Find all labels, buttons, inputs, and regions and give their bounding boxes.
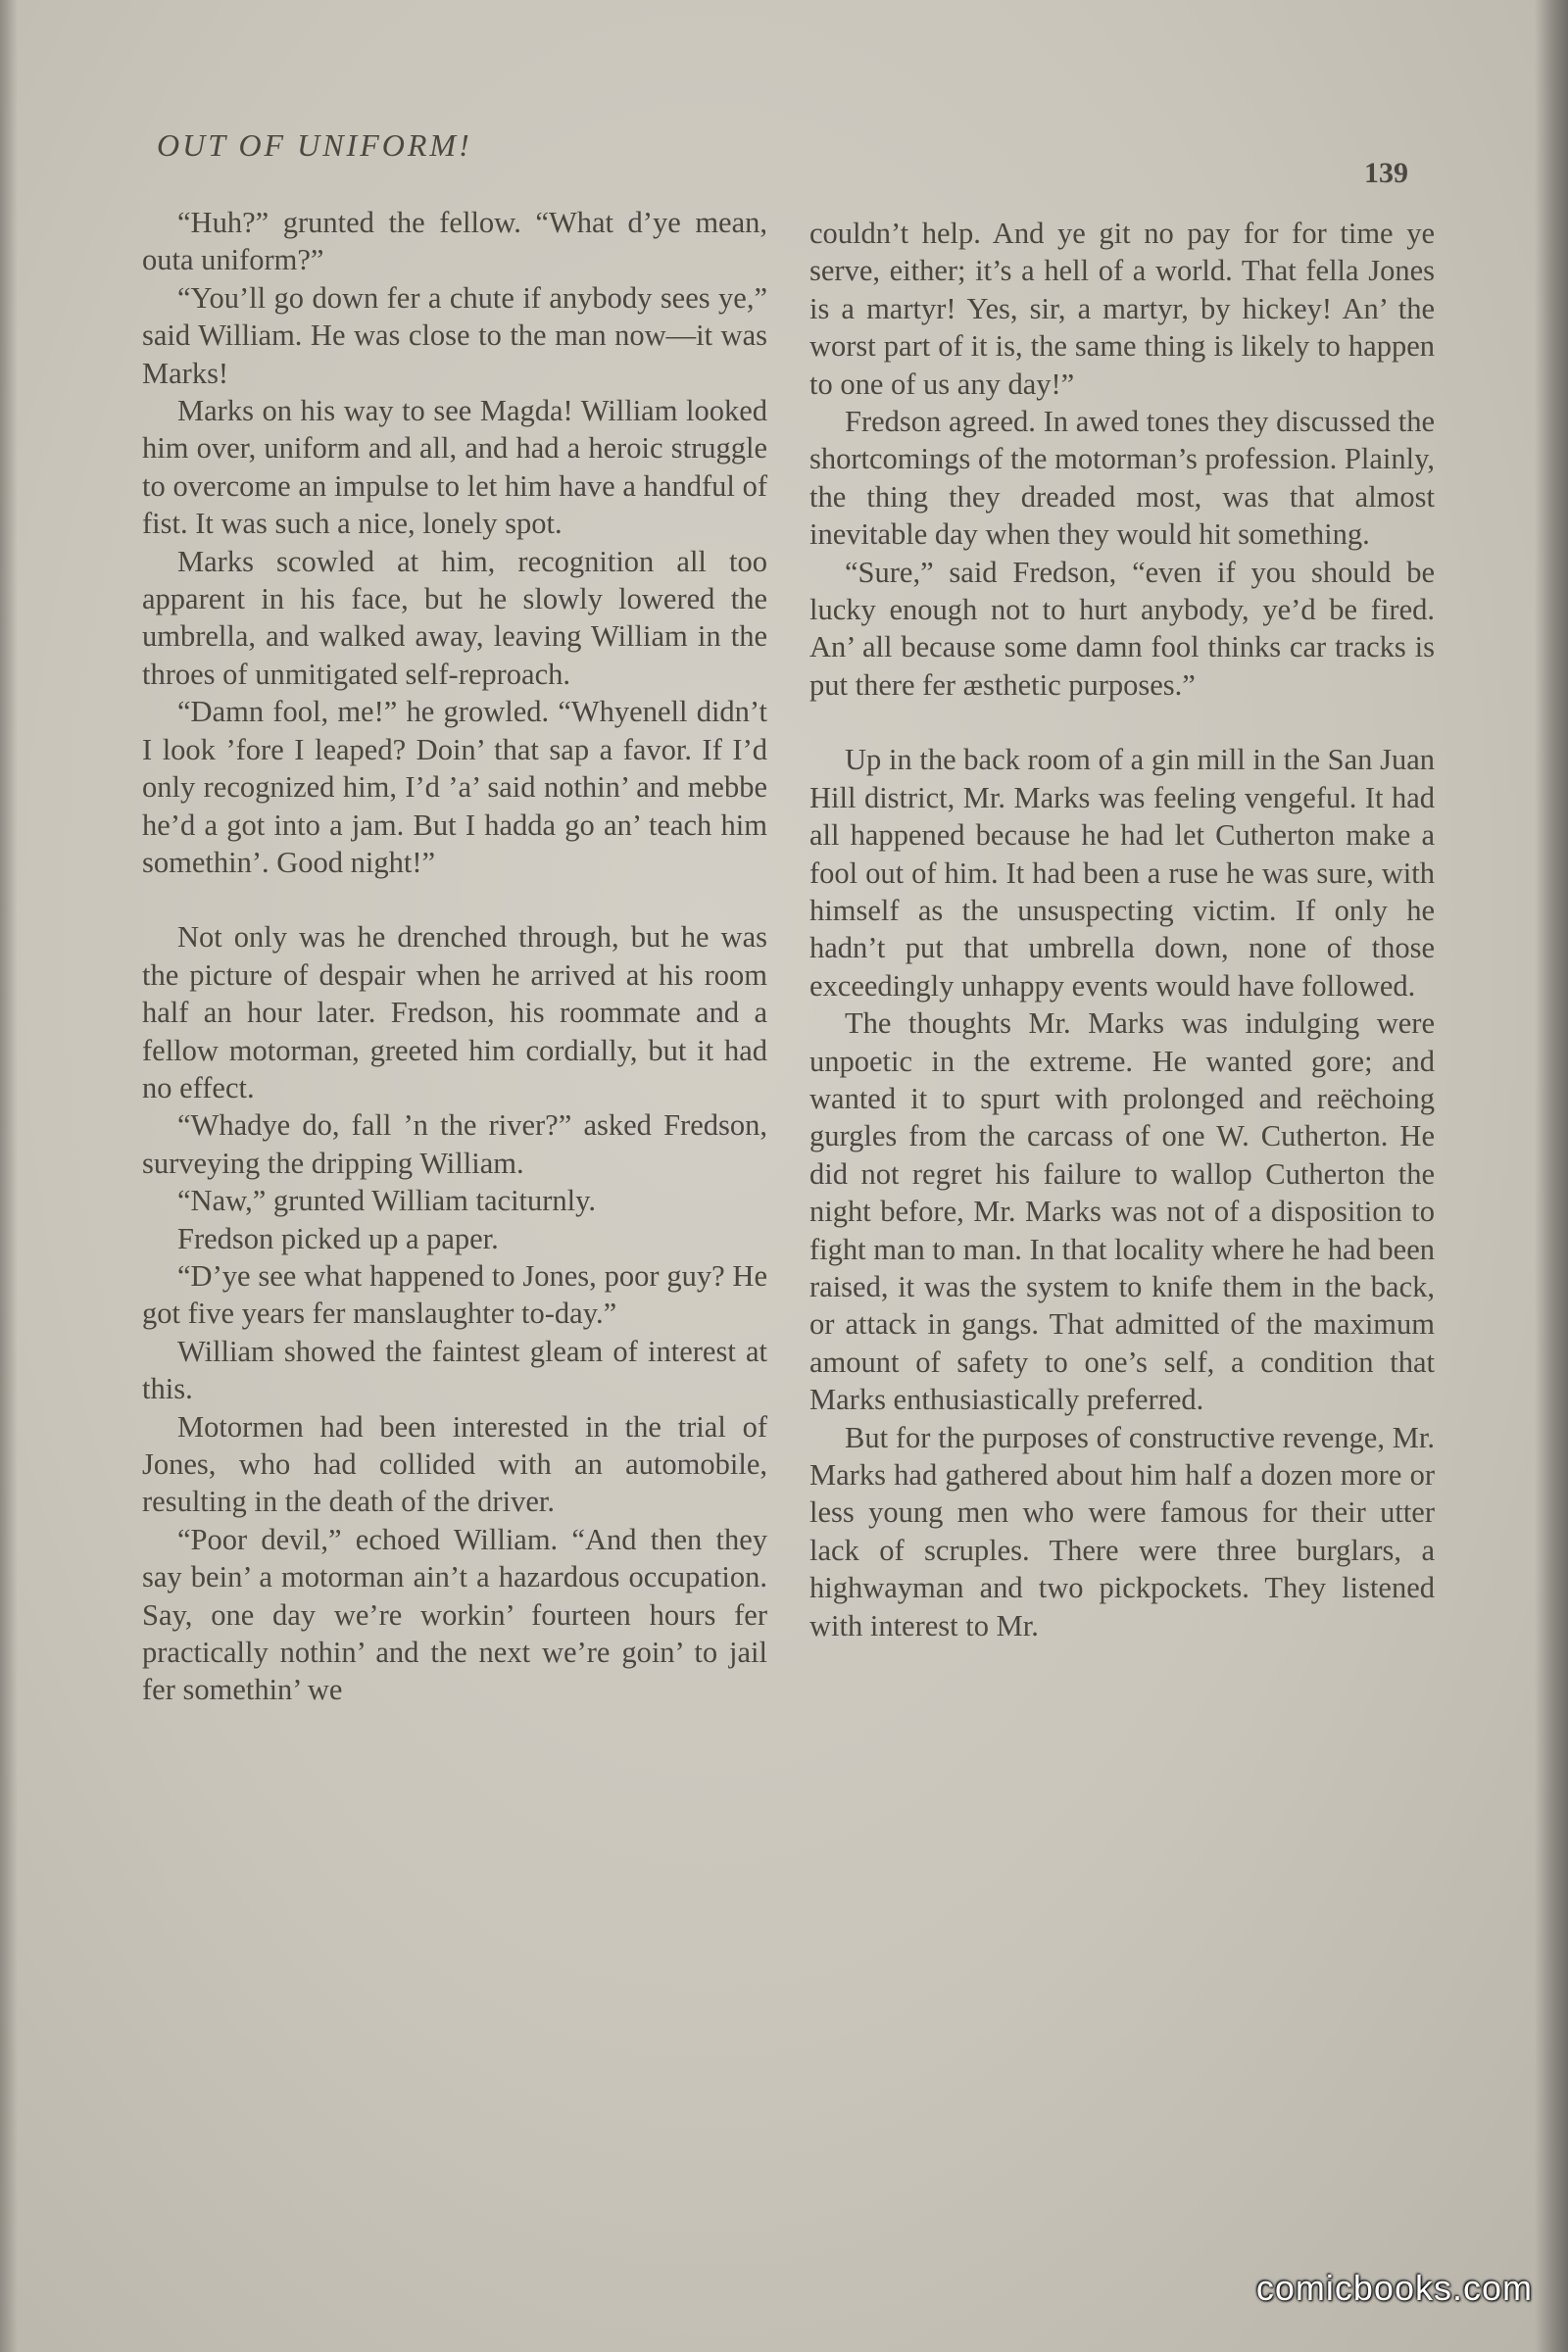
site-watermark: comicbooks.com [1255, 2268, 1533, 2308]
paragraph: Fredson picked up a paper. [177, 1221, 499, 1255]
paragraph: Marks scowled at him, recognition all too apparent in his face, but he slowly lowered the umbrella, and walked away, leaving William in the throes of unmitigated self-reproach. [142, 544, 767, 691]
paragraph: Fredson agreed. In awed tones they discussed the shortcomings of the motorman’s profession. Plainly, the thing they dreaded most, was that almost inevitable day when they would hit something. [809, 405, 1435, 552]
page-gutter-shadow [0, 0, 18, 2352]
paragraph: “Damn fool, me!” he growled. “Whyenell didn’t I look ’fore I leaped? Doin’ that sap a favor. If I’d only recognized him, I’d ’a’ said nothin’ and mebbe he’d a got into a jam. But I hadda go an’ teach him somethin’. Good night!” [142, 695, 767, 879]
paragraph: Marks on his way to see Magda! William looked him over, uniform and all, and had a heroic struggle to overcome an impulse to let him have a handful of fist. It was such a nice, lonely spot. [142, 394, 767, 541]
text-column-left [142, 204, 767, 1709]
text-column-right [809, 215, 1435, 1644]
paragraph: Motormen had been interested in the trial of Jones, who had collided with an automobile, resulting in the death of the driver. [142, 1409, 767, 1519]
paragraph: couldn’t help. And ye git no pay for for time ye serve, either; it’s a hell of a world. That fella Jones is a martyr! Yes, sir, a martyr, by hickey! An’ the worst part of it is, the same thing is likely to happen to one of us any day!” [809, 217, 1435, 401]
page-number: 139 [1364, 157, 1408, 189]
running-header-title: OUT OF UNIFORM! [157, 127, 472, 163]
paragraph: “Whadye do, fall ’n the river?” asked Fredson, surveying the dripping William. [142, 1108, 767, 1180]
paragraph: “You’ll go down fer a chute if anybody sees ye,” said William. He was close to the man now—it was Marks! [142, 280, 767, 390]
paragraph: Up in the back room of a gin mill in the San Juan Hill district, Mr. Marks was feeling vengeful. It had all happened because he had let Cutherton make a fool out of him. It had been a ruse he was sure, with himself as the unsuspecting victim. If only he hadn’t put that umbrella down, none of those exceedingly unhappy events would have followed. [809, 743, 1435, 1003]
paragraph: “D’ye see what happened to Jones, poor guy? He got five years fer manslaughter to-day.” [142, 1258, 767, 1331]
paragraph: “Naw,” grunted William taciturnly. [177, 1184, 597, 1218]
paragraph: William showed the faintest gleam of interest at this. [142, 1334, 767, 1406]
paragraph: “Sure,” said Fredson, “even if you should be lucky enough not to hurt anybody, ye’d be fired. An’ all because some damn fool thinks car tracks is put there fer æsthetic purposes.” [809, 555, 1435, 702]
paragraph: The thoughts Mr. Marks was indulging were unpoetic in the extreme. He wanted gore; and wanted it to spurt with prolonged and reëchoing gurgles from the carcass of one W. Cutherton. He did not regret his failure to wallop Cutherton the night before, Mr. Marks was not of a disposition to fight man to man. In that locality where he had been raised, it was the system to knife them in the back, or attack in gangs. That admitted of the maximum amount of safety to one’s self, a condition that Marks enthusiastically preferred. [809, 1006, 1435, 1417]
page-edge [1535, 0, 1568, 2352]
paragraph: But for the purposes of constructive revenge, Mr. Marks had gathered about him half a dozen more or less young men who were famous for their utter lack of scruples. There were three burglars, a highwayman and two pickpockets. They listened with interest to Mr. [809, 1420, 1435, 1642]
paragraph: “Poor devil,” echoed William. “And then they say bein’ a motorman ain’t a hazardous occupation. Say, one day we’re workin’ fourteen hours fer practically nothin’ and the next we’re goin’ to jail fer somethin’ we [142, 1522, 767, 1707]
paragraph: “Huh?” grunted the fellow. “What d’ye mean, outa uniform?” [142, 206, 767, 277]
paragraph: Not only was he drenched through, but he was the picture of despair when he arrived at his room half an hour later. Fredson, his roommate and a fellow motorman, greeted him cordially, but it had no effect. [142, 920, 767, 1104]
